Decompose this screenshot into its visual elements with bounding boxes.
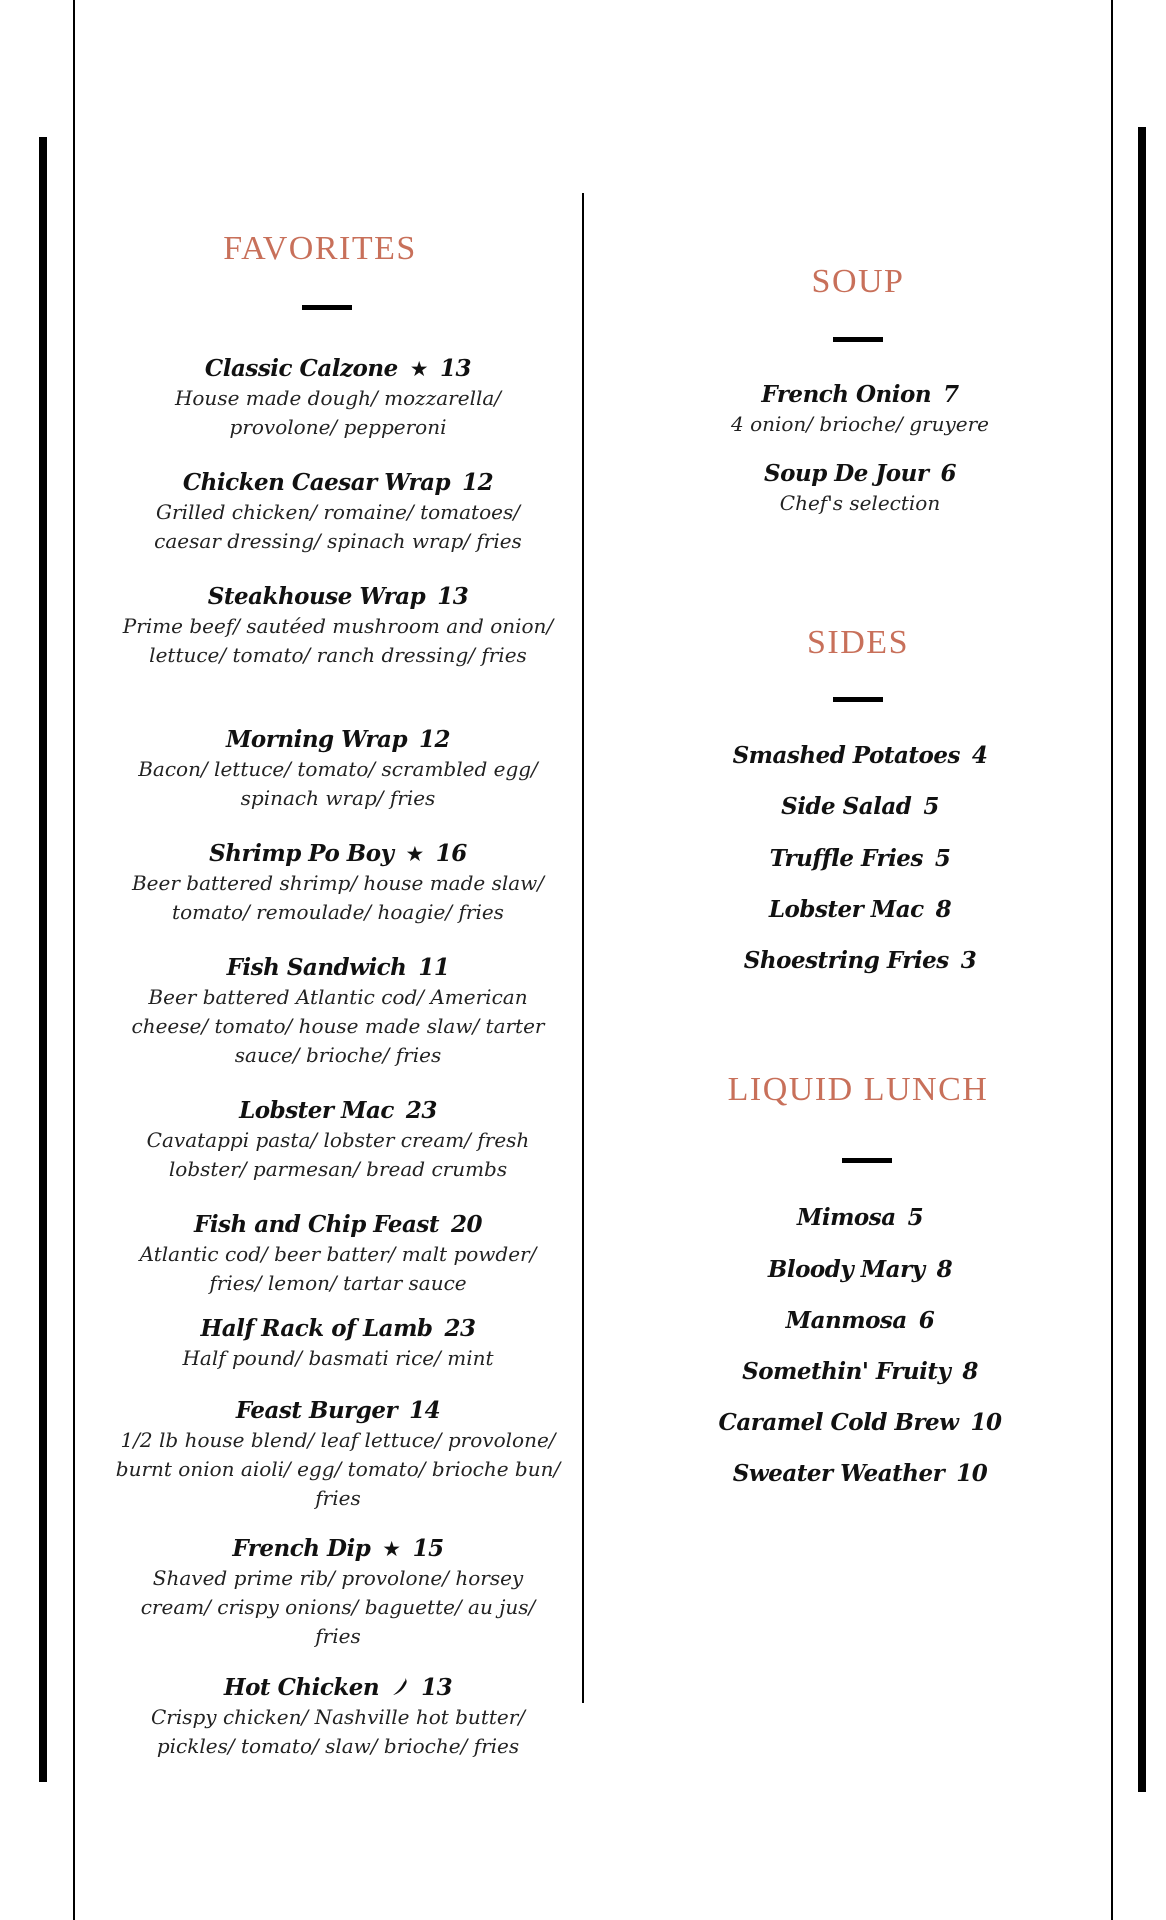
side-item	[620, 895, 1100, 925]
item-name: Lobster Mac	[239, 1097, 394, 1124]
favorites-title: FAVORITES	[223, 230, 417, 267]
item-description: Chef's selection	[779, 491, 941, 515]
item-price: 5	[907, 1204, 924, 1231]
side-item	[620, 792, 1100, 822]
menu-item	[100, 1314, 576, 1373]
item-description: House made dough/ mozzarella/ provolone/ pepperoni	[174, 386, 502, 439]
item-name: Lobster Mac	[768, 896, 924, 923]
page-border-left	[73, 0, 75, 1920]
menu-item	[100, 1673, 576, 1761]
item-name: Steakhouse Wrap	[207, 583, 426, 610]
item-description: Shaved prime rib/ provolone/ horsey cream/ crispy onions/ baguette/ au jus/ fries	[140, 1566, 536, 1648]
star-icon: ★	[409, 357, 429, 381]
sides-title: SIDES	[807, 624, 909, 661]
menu-item	[100, 354, 576, 442]
item-name: Hot Chicken	[223, 1674, 380, 1701]
item-price: 20	[450, 1211, 482, 1238]
page-border-right	[1111, 0, 1113, 1920]
item-price: 16	[435, 840, 467, 867]
item-name: Smashed Potatoes	[732, 742, 960, 769]
item-price: 3	[960, 947, 977, 974]
item-price: 13	[421, 1674, 453, 1701]
item-description: Half pound/ basmati rice/ mint	[182, 1346, 494, 1370]
right-accent-bar	[1138, 127, 1146, 1792]
drink-item	[620, 1255, 1100, 1285]
item-name: Fish Sandwich	[226, 954, 407, 981]
item-price: 15	[412, 1535, 444, 1562]
column-divider	[582, 193, 584, 1703]
item-description: Beer battered shrimp/ house made slaw/ tomato/ remoulade/ hoagie/ fries	[131, 871, 545, 924]
item-name: Fish and Chip Feast	[193, 1211, 439, 1238]
menu-item	[100, 839, 576, 927]
menu-item	[100, 725, 576, 813]
item-name: Sweater Weather	[732, 1460, 945, 1487]
drink-item	[620, 1306, 1100, 1336]
item-description: 1/2 lb house blend/ leaf lettuce/ provolone/ burnt onion aioli/ egg/ tomato/ brioche bun/ fries	[115, 1428, 561, 1510]
item-price: 11	[418, 954, 450, 981]
menu-item	[620, 380, 1100, 439]
item-price: 13	[440, 355, 472, 382]
menu-item	[100, 1534, 576, 1651]
item-name: Bloody Mary	[767, 1256, 925, 1283]
menu-item	[100, 1210, 576, 1298]
item-price: 8	[936, 1256, 953, 1283]
star-icon: ★	[405, 842, 424, 866]
liquid-lunch-title: LIQUID LUNCH	[727, 1071, 989, 1108]
item-price: 8	[935, 896, 952, 923]
item-description: Atlantic cod/ beer batter/ malt powder/ fries/ lemon/ tartar sauce	[139, 1242, 537, 1295]
item-price: 13	[437, 583, 469, 610]
item-price: 14	[409, 1397, 441, 1424]
item-price: 7	[943, 381, 959, 408]
item-price: 23	[444, 1315, 476, 1342]
drink-item	[620, 1408, 1100, 1438]
item-name: Mimosa	[796, 1204, 896, 1231]
item-name: French Onion	[761, 381, 932, 408]
item-name: Somethin' Fruity	[742, 1358, 951, 1385]
item-name: Manmosa	[785, 1307, 907, 1334]
pepper-icon	[391, 1676, 409, 1700]
side-item	[620, 741, 1100, 771]
item-description: Grilled chicken/ romaine/ tomatoes/ caesar dressing/ spinach wrap/ fries	[154, 500, 522, 553]
item-price: 6	[940, 460, 956, 487]
item-name: Half Rack of Lamb	[200, 1315, 433, 1342]
item-description: Prime beef/ sautéed mushroom and onion/ lettuce/ tomato/ ranch dressing/ fries	[122, 614, 554, 667]
menu-item	[100, 582, 576, 670]
drink-item	[620, 1357, 1100, 1387]
side-item	[620, 946, 1100, 976]
item-price: 4	[971, 742, 988, 769]
item-price: 10	[956, 1460, 988, 1487]
item-price: 12	[419, 726, 451, 753]
item-description: Crispy chicken/ Nashville hot butter/ pickles/ tomato/ slaw/ brioche/ fries	[150, 1705, 526, 1758]
soup-title: SOUP	[811, 263, 905, 300]
favorites-dash	[302, 305, 352, 310]
item-name: Shrimp Po Boy	[209, 840, 394, 867]
item-description: Bacon/ lettuce/ tomato/ scrambled egg/ spinach wrap/ fries	[138, 757, 538, 810]
item-price: 12	[462, 469, 494, 496]
menu-item	[620, 459, 1100, 518]
item-description: Cavatappi pasta/ lobster cream/ fresh lobster/ parmesan/ bread crumbs	[146, 1128, 530, 1181]
item-price: 8	[962, 1358, 978, 1385]
item-price: 5	[923, 793, 939, 820]
star-icon: ★	[382, 1537, 401, 1561]
item-price: 6	[918, 1307, 935, 1334]
item-price: 10	[970, 1409, 1002, 1436]
left-accent-bar	[39, 137, 47, 1782]
item-name: Soup De Jour	[764, 460, 929, 487]
item-price: 23	[405, 1097, 437, 1124]
menu-item	[100, 468, 576, 556]
item-name: Morning Wrap	[225, 726, 408, 753]
menu-item	[100, 1096, 576, 1184]
item-name: Caramel Cold Brew	[718, 1409, 959, 1436]
item-description: 4 onion/ brioche/ gruyere	[730, 412, 989, 436]
item-price: 5	[934, 845, 951, 872]
item-name: French Dip	[232, 1535, 371, 1562]
side-item	[620, 844, 1100, 874]
menu-item	[100, 1396, 576, 1513]
item-name: Chicken Caesar Wrap	[182, 469, 451, 496]
menu-item	[100, 953, 576, 1070]
item-name: Classic Calzone	[204, 355, 398, 382]
liquid-lunch-dash	[842, 1158, 892, 1163]
item-name: Feast Burger	[235, 1397, 398, 1424]
soup-dash	[833, 337, 883, 342]
item-name: Shoestring Fries	[743, 947, 949, 974]
item-name: Side Salad	[781, 793, 912, 820]
sides-dash	[833, 697, 883, 702]
item-name: Truffle Fries	[769, 845, 923, 872]
drink-item	[620, 1203, 1100, 1233]
drink-item	[620, 1459, 1100, 1489]
item-description: Beer battered Atlantic cod/ American cheese/ tomato/ house made slaw/ tarter sauce/ brioche/ fries	[131, 985, 545, 1067]
